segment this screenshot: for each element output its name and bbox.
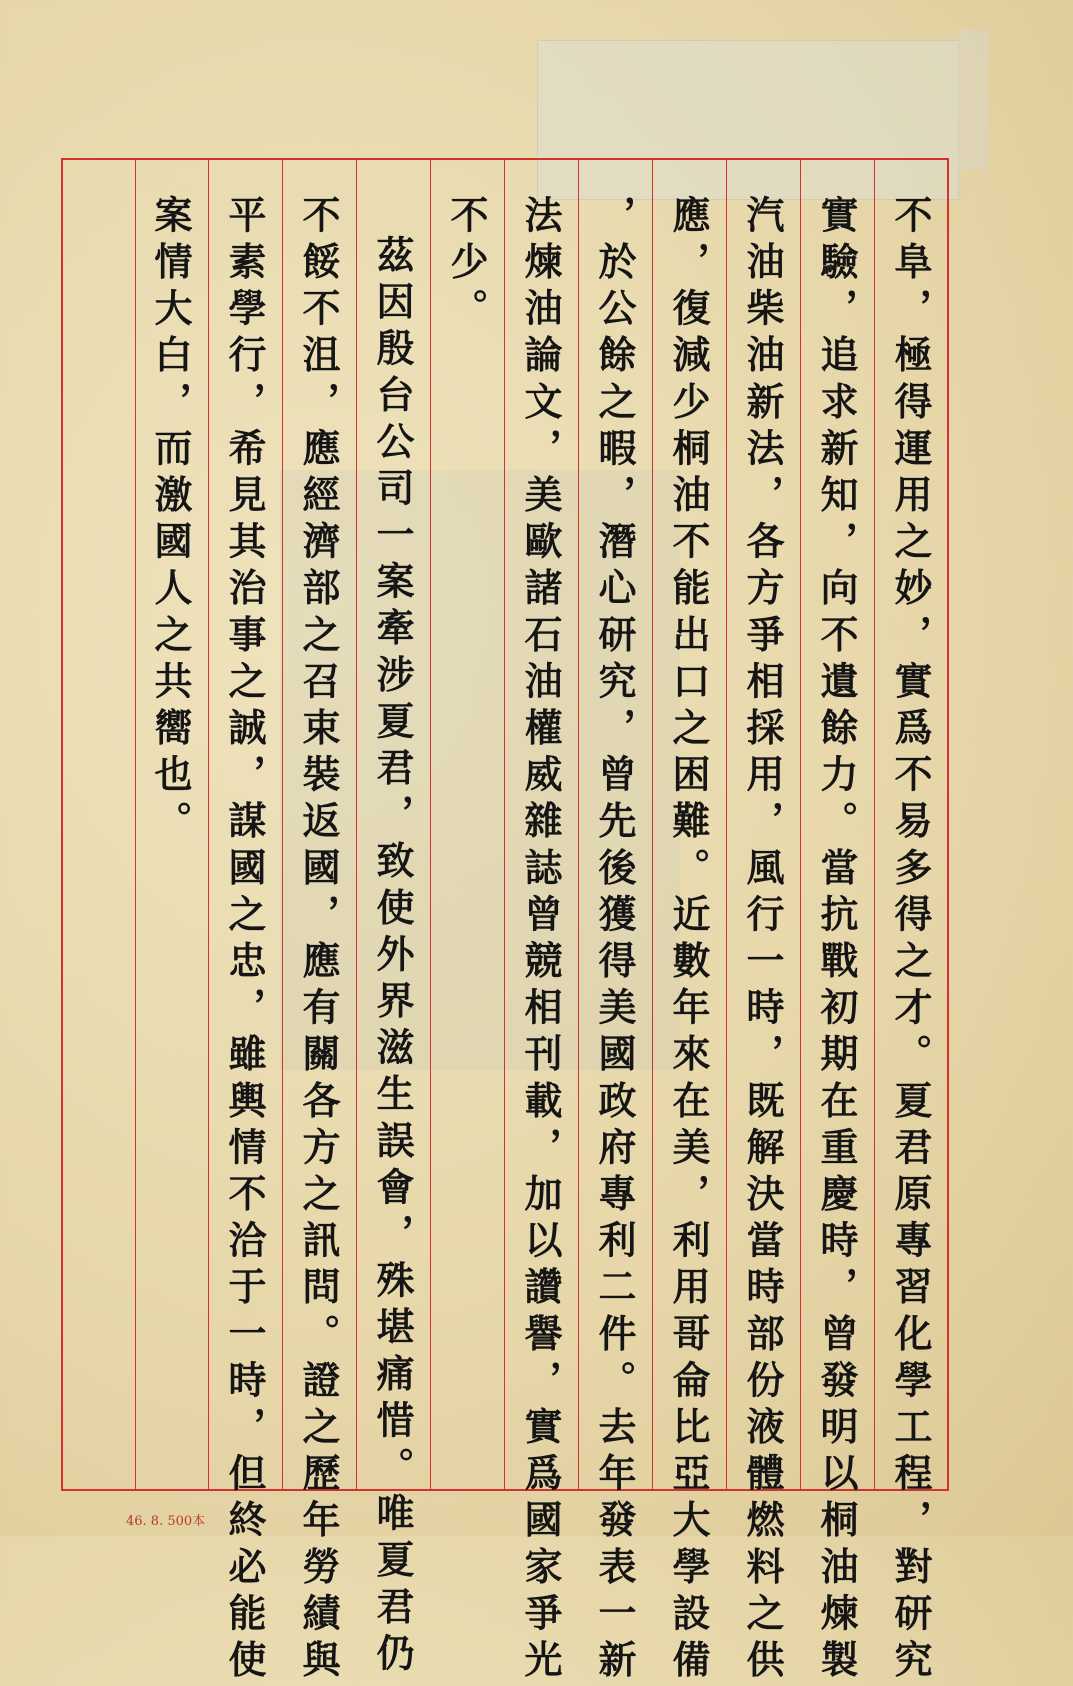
text-column-9: 不餒不沮，應經濟部之召束裝返國，應有關各方之訊問。證之歷年勞績與 <box>296 195 341 1686</box>
column-rule <box>726 160 727 1489</box>
text-column-5: ，於公餘之暇，潛心研究，曾先後獲得美國政府專利二件。去年發表一新 <box>592 195 637 1686</box>
column-rule <box>504 160 505 1489</box>
column-rule <box>578 160 579 1489</box>
text-column-3: 汽油柴油新法，各方爭相採用，風行一時，既解決當時部份液體燃料之供 <box>740 195 785 1686</box>
text-column-2: 實驗，追求新知，向不遺餘力。當抗戰初期在重慶時，曾發明以桐油煉製 <box>814 195 859 1686</box>
tape-strip <box>958 30 988 170</box>
column-rule <box>800 160 801 1489</box>
text-column-6: 法煉油論文，美歐諸石油權威雜誌曾競相刊載，加以讚譽，實爲國家爭光 <box>518 195 563 1686</box>
print-run-note: 46. 8. 500本 <box>126 1514 206 1529</box>
column-rule <box>135 160 136 1489</box>
text-column-1: 不阜，極得運用之妙，實爲不易多得之才。夏君原專習化學工程，對研究 <box>888 195 933 1686</box>
text-column-7: 不少。 <box>444 195 489 335</box>
column-rule <box>208 160 209 1489</box>
column-rule <box>874 160 875 1489</box>
column-rule <box>430 160 431 1489</box>
column-rule <box>282 160 283 1489</box>
text-column-11: 案情大白，而激國人之共嚮也。 <box>148 195 193 848</box>
text-column-4: 應，復減少桐油不能出口之困難。近數年來在美，利用哥侖比亞大學設備 <box>666 195 711 1686</box>
text-column-8: 茲因殷台公司一案牽涉夏君，致使外界滋生誤會，殊堪痛惜。唯夏君仍 <box>370 235 415 1680</box>
column-rule <box>356 160 357 1489</box>
column-rule <box>652 160 653 1489</box>
text-column-10: 平素學行，希見其治事之誠，謀國之忠，雖輿情不洽于一時，但終必能使 <box>222 195 267 1686</box>
